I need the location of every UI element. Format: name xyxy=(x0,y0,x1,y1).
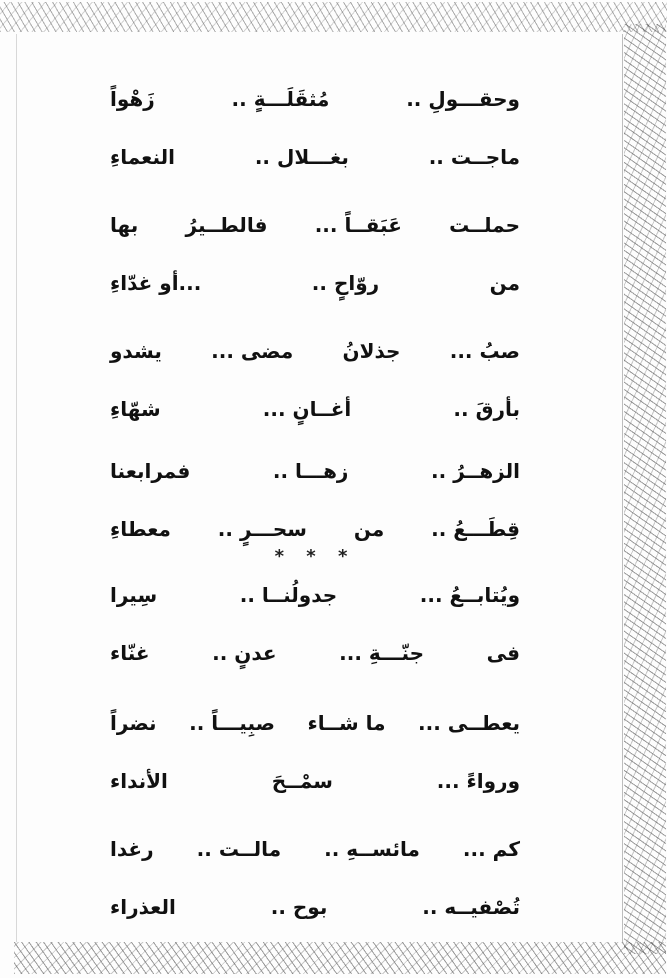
verse-segment: فالطــيرُ xyxy=(185,213,268,237)
verse-segment: مُثقَلَـــةٍ .. xyxy=(231,87,330,111)
verse-line xyxy=(110,254,520,312)
verse-line xyxy=(110,70,520,128)
verse-segment: فى xyxy=(486,641,520,665)
verse-segment: زَهْواً xyxy=(110,87,155,111)
verse-segment: من xyxy=(353,517,385,541)
verse-segment: صبِيـــاً .. xyxy=(189,711,275,735)
verse-segment: مضى ... xyxy=(211,339,294,363)
verse-segment: بأرقَ .. xyxy=(453,397,520,421)
verse-segment: ورواءً ... xyxy=(436,769,520,793)
verse-line xyxy=(110,442,520,500)
verse-line xyxy=(110,752,520,810)
ornamental-border-bottom xyxy=(14,942,666,974)
stanza-1 xyxy=(110,70,520,186)
section-separator: * * * xyxy=(274,546,356,567)
verse-line xyxy=(110,820,520,878)
verse-segment: عدنٍ .. xyxy=(212,641,277,665)
verse-segment: جذلانُ xyxy=(342,339,401,363)
verse-segment: سحـــرٍ .. xyxy=(217,517,307,541)
page-edge-left xyxy=(16,34,17,942)
verse-segment: بها xyxy=(110,213,139,237)
verse-segment: روّاحٍ .. xyxy=(311,271,380,295)
verse-segment: وحقـــولِ .. xyxy=(406,87,520,111)
verse-segment: غنّاء xyxy=(110,641,150,665)
verse-segment: حملــت xyxy=(449,213,520,237)
verse-segment: ...أو غدّاءِ xyxy=(110,271,202,295)
verse-segment: نضراً xyxy=(110,711,157,735)
verse-line xyxy=(110,566,520,624)
ornamental-border-top xyxy=(0,2,667,32)
verse-segment: بغـــلال .. xyxy=(254,145,349,169)
verse-segment: رغدا xyxy=(110,837,154,861)
verse-segment: قِطَـــعُ .. xyxy=(431,517,520,541)
verse-segment: زهـــا .. xyxy=(272,459,349,483)
verse-segment: ماجــت .. xyxy=(428,145,520,169)
verse-line xyxy=(110,196,520,254)
verse-segment: سِيرا xyxy=(110,583,158,607)
verse-segment: عَبَقــاً ... xyxy=(314,213,402,237)
verse-segment: كم ... xyxy=(462,837,520,861)
verse-segment: مائســهِ .. xyxy=(324,837,420,861)
verse-line xyxy=(110,128,520,186)
verse-segment: بوح .. xyxy=(270,895,328,919)
verse-segment: ويُتابــعُ ... xyxy=(419,583,520,607)
stanza-3 xyxy=(110,322,520,438)
verse-line xyxy=(110,322,520,380)
verse-segment: جنّـــةِ ... xyxy=(339,641,425,665)
stanza-6 xyxy=(110,694,520,810)
verse-line xyxy=(110,694,520,752)
verse-segment: يعطــى ... xyxy=(418,711,520,735)
verse-line xyxy=(110,624,520,682)
verse-segment: النعماءِ xyxy=(110,145,175,169)
verse-segment: الزهــرُ .. xyxy=(431,459,520,483)
stanza-2 xyxy=(110,196,520,312)
verse-segment: أغــانٍ ... xyxy=(262,397,352,421)
verse-segment: العذراء xyxy=(110,895,176,919)
verse-segment: ما شــاء xyxy=(307,711,386,735)
verse-line xyxy=(110,380,520,438)
page-edge-right xyxy=(622,34,623,942)
verse-segment: سمْــحَ xyxy=(271,769,333,793)
verse-segment: معطاءِ xyxy=(110,517,171,541)
stanza-4 xyxy=(110,442,520,558)
stanza-7 xyxy=(110,820,520,936)
verse-segment: مالــت .. xyxy=(196,837,282,861)
verse-segment: من xyxy=(489,271,520,295)
verse-line xyxy=(110,878,520,936)
verse-segment: جدولُنــا .. xyxy=(239,583,338,607)
verse-segment: فمرابعنا xyxy=(110,459,191,483)
stanza-5 xyxy=(110,566,520,682)
verse-segment: يشدو xyxy=(110,339,162,363)
verse-segment: صبُ ... xyxy=(449,339,520,363)
verse-segment: الأنداء xyxy=(110,769,168,793)
poem xyxy=(110,70,520,930)
ornamental-border-right xyxy=(624,24,666,954)
verse-segment: شهّاءِ xyxy=(110,397,161,421)
verse-segment: تُصْفيــه .. xyxy=(422,895,520,919)
